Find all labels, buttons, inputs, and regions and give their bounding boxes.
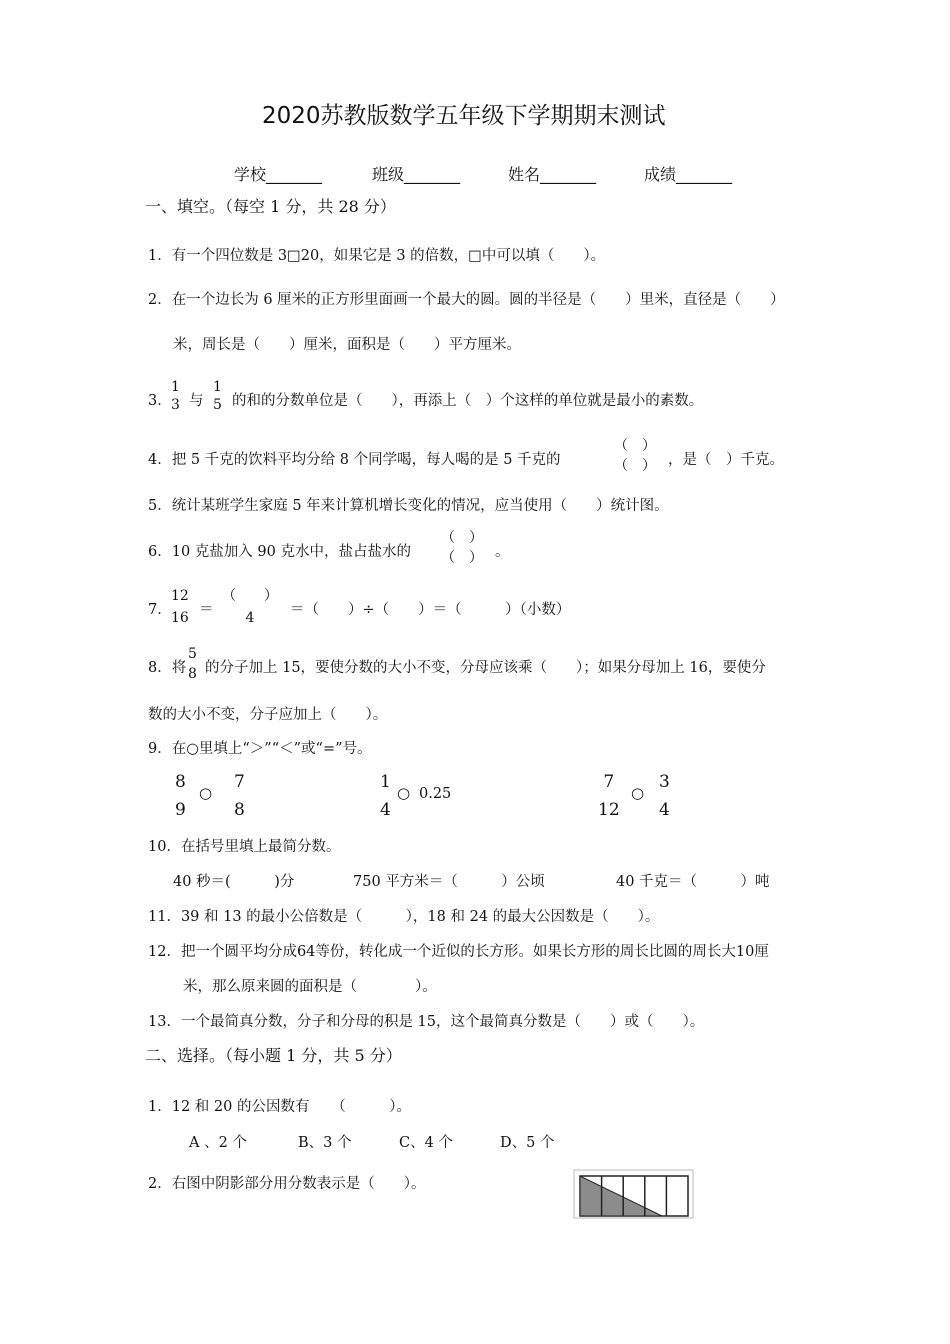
score-field: 成绩_______ [644,165,733,184]
fraction-numerator: （ ） [441,530,483,546]
option-a: A 、2 个 [189,1135,247,1151]
fraction-one-quarter [380,768,391,824]
question-1-10-a: 40 秒＝( )分 [173,874,295,890]
fraction-seven-twelfths [598,768,620,824]
shaded-rectangle-figure [572,1168,696,1220]
fraction-numerator: 5 [188,646,197,662]
fraction-denominator: 4 [245,610,255,626]
class-field: 班级_______ [372,165,461,184]
section1-heading: 一、填空。（每空 1 分，共 28 分） [145,197,396,216]
compare-circle: ○ [631,784,645,802]
question-1-3-text: 的和的分数单位是（ ），再添上（ ）个这样的单位就是最小的素数。 [232,393,704,409]
question-1-2-line1: 2．在一个边长为 6 厘米的正方形里面画一个最大的圆。圆的半径是（ ）里米，直径是（ ） [148,292,785,308]
fraction-numerator: 8 [175,772,186,792]
question-1-13: 13．一个最简真分数，分子和分母的积是 15，这个最简真分数是（ ）或（ ）。 [148,1014,705,1030]
fraction-blank [614,436,656,476]
question-1-1: 1．有一个四位数是 3□20，如果它是 3 的倍数，□中可以填（ ）。 [148,248,606,264]
decimal-value: 0.25 [419,786,452,802]
fraction-numerator: 12 [171,588,189,604]
question-1-10: 10．在括号里填上最简分数。 [148,839,341,855]
fraction-one-third [171,378,180,414]
question-1-4-tail: ，是（ ）千克。 [668,452,784,468]
fraction-three-quarters [659,768,670,824]
fraction-denominator: 9 [175,800,186,820]
fraction-numerator: （ ） [614,438,656,454]
question-1-4-text: 4．把 5 千克的饮料平均分给 8 个同学喝，每人喝的是 5 千克的 [148,452,561,468]
equals-sign: ＝ [199,602,214,618]
fraction-denominator: 4 [380,800,391,820]
fraction-denominator: （ ） [441,550,483,566]
name-field: 姓名_______ [508,165,597,184]
fraction-numerator: 1 [380,772,391,792]
question-1-3-and: 与 [189,393,204,409]
fraction-numerator: 7 [603,772,615,792]
fraction-denominator: 4 [659,800,670,820]
question-1-7-number: 7． [148,602,172,618]
fraction-denominator: 16 [171,610,189,626]
option-b: B、3 个 [298,1135,352,1151]
question-1-8-line2: 数的大小不变，分子应加上（ ）。 [148,707,388,723]
compare-circle: ○ [397,784,411,802]
question-1-2-line2: 米，周长是（ ）厘米，面积是（ ）平方厘米。 [173,337,521,353]
fraction-denominator: （ ） [614,458,656,474]
question-1-8-prefix: 8．将 [148,660,187,676]
question-1-10-b: 750 平方米＝（ ）公顷 [353,874,545,890]
fraction-numerator: 3 [659,772,670,792]
fraction-eight-ninths [175,768,186,824]
fraction-seven-eighths [234,768,245,824]
option-d: D、5 个 [500,1135,555,1151]
page-title: 2020苏教版数学五年级下学期期末测试 [262,103,666,129]
question-1-8-text: 的分子加上 15，要使分数的大小不变，分母应该乘（ ）；如果分母加上 16，要使分 [205,660,766,676]
fraction-denominator: 8 [188,666,197,682]
question-1-6-text: 6．10 克盐加入 90 克水中，盐占盐水的 [148,544,411,560]
fraction-denominator: 3 [171,397,180,413]
fraction-blank [441,528,483,568]
compare-circle: ○ [199,784,213,802]
section2-heading: 二、选择。（每小题 1 分，共 5 分） [145,1046,402,1065]
fraction-numerator: 7 [234,772,245,792]
fraction-blank-over-four [222,585,278,629]
option-c: C、4 个 [399,1135,453,1151]
question-1-12-line1: 12．把一个圆平均分成64等份，转化成一个近似的长方形。如果长方形的周长比圆的周长大10厘 [148,944,769,960]
fraction-one-fifth [213,378,222,414]
question-1-10-c: 40 千克＝（ ）吨 [616,874,770,890]
school-field: 学校_______ [234,165,323,184]
question-1-9: 9．在○里填上“＞”“＜”或“=”号。 [148,741,372,757]
fraction-numerator: 1 [171,379,180,395]
fraction-five-eighths [188,644,197,684]
question-1-12-line2: 米，那么原来圆的面积是（ ）。 [183,979,437,995]
fraction-twelve-sixteenths [171,585,189,629]
question-1-3-number: 3． [148,393,172,409]
fraction-denominator: 5 [213,397,222,413]
question-2-1: 1．12 和 20 的公因数有 （ ）。 [148,1099,411,1115]
question-1-11: 11．39 和 13 的最小公倍数是（ ），18 和 24 的最大公因数是（ ）。 [148,909,660,925]
question-2-2: 2．右图中阴影部分用分数表示是（ ）。 [148,1176,426,1192]
fraction-denominator: 12 [598,800,620,820]
question-1-6-tail: 。 [495,544,510,560]
fraction-numerator: （ ） [222,588,278,604]
fraction-denominator: 8 [234,800,245,820]
fraction-numerator: 1 [213,379,222,395]
question-1-5: 5．统计某班学生家庭 5 年来计算机增长变化的情况，应当使用（ ）统计图。 [148,498,669,514]
question-1-7-tail: ＝（ ）÷（ ）＝（ ）（小数） [290,602,571,618]
